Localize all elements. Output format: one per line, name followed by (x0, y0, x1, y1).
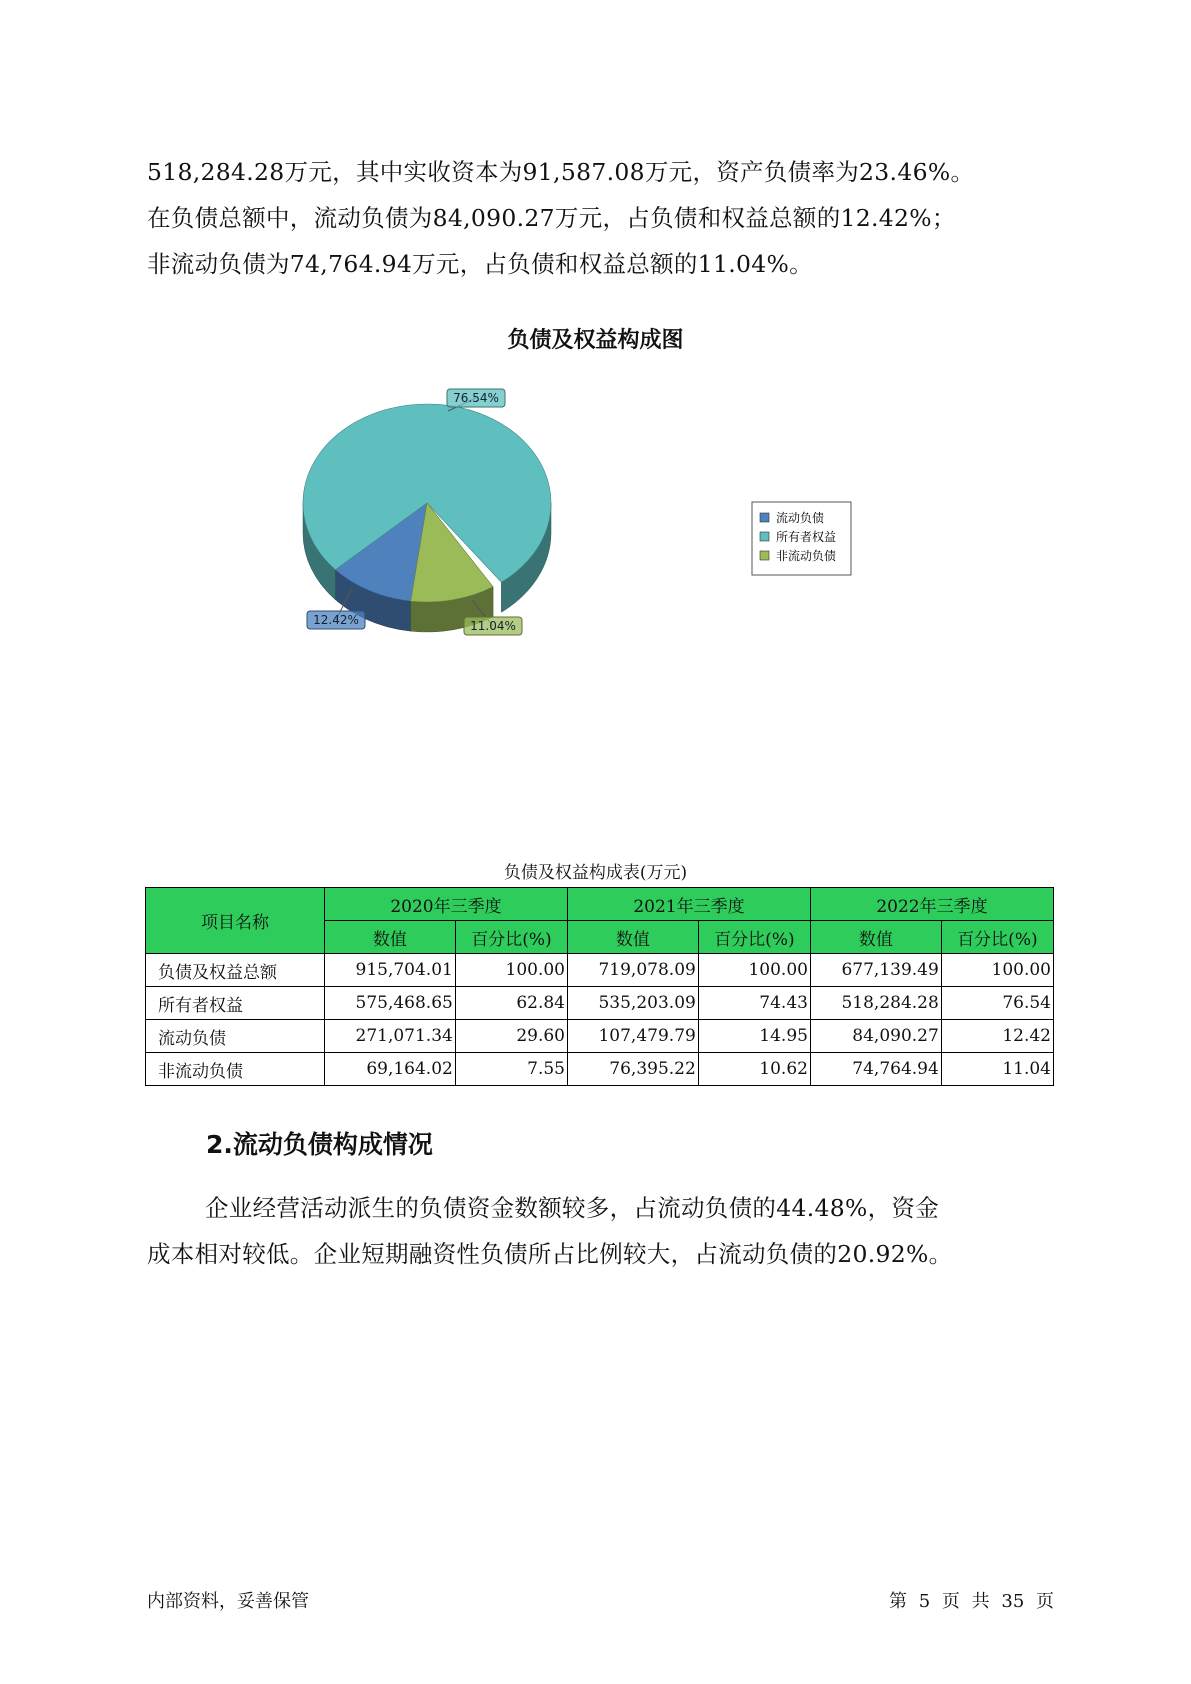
table-row (146, 987, 1054, 1020)
liabilities-equity-table (145, 887, 1054, 1086)
legend-swatch-owner-equity (760, 532, 769, 541)
cell: 74.43 (698, 987, 810, 1020)
header-percent: 百分比(%) (698, 921, 810, 954)
cell: 100.00 (941, 954, 1053, 987)
header-period: 2022年三季度 (810, 888, 1053, 921)
cell: 84,090.27 (810, 1020, 941, 1053)
cell: 915,704.01 (325, 954, 456, 987)
chart-legend (752, 502, 851, 575)
cell: 74,764.94 (810, 1053, 941, 1086)
table-row (146, 1020, 1054, 1053)
section-line: 成本相对较低。企业短期融资性负债所占比例较大，占流动负债的20.92%。 (147, 1240, 953, 1268)
header-percent: 百分比(%) (455, 921, 567, 954)
cell: 62.84 (455, 987, 567, 1020)
table-row (146, 954, 1054, 987)
pie-chart (0, 0, 1191, 700)
cell: 100.00 (698, 954, 810, 987)
cell: 76.54 (941, 987, 1053, 1020)
cell: 7.55 (455, 1053, 567, 1086)
header-period: 2020年三季度 (325, 888, 568, 921)
cell: 10.62 (698, 1053, 810, 1086)
cell: 719,078.09 (567, 954, 698, 987)
row-name: 负债及权益总额 (146, 954, 325, 987)
cell: 518,284.28 (810, 987, 941, 1020)
section-heading: 2.流动负债构成情况 (206, 1130, 433, 1159)
intro-line: 518,284.28万元，其中实收资本为91,587.08万元，资产负债率为23.46%。 (147, 158, 975, 186)
intro-line: 在负债总额中，流动负债为84,090.27万元，占负债和权益总额的12.42%； (147, 204, 956, 232)
cell: 677,139.49 (810, 954, 941, 987)
cell: 535,203.09 (567, 987, 698, 1020)
cell: 69,164.02 (325, 1053, 456, 1086)
row-name: 流动负债 (146, 1020, 325, 1053)
cell: 14.95 (698, 1020, 810, 1053)
legend-label: 流动负债 (776, 511, 825, 525)
legend-swatch-current-liabilities (760, 513, 769, 522)
chart-title: 负债及权益构成图 (507, 328, 684, 353)
header-percent: 百分比(%) (941, 921, 1053, 954)
intro-line: 非流动负债为74,764.94万元，占负债和权益总额的11.04%。 (147, 250, 813, 278)
slice-label: 76.54% (453, 391, 499, 405)
cell: 575,468.65 (325, 987, 456, 1020)
pie-plot (303, 389, 551, 635)
footer-confidential-note: 内部资料，妥善保管 (147, 1591, 309, 1612)
header-value: 数值 (567, 921, 698, 954)
section-line: 企业经营活动派生的负债资金数额较多，占流动负债的44.48%，资金 (205, 1194, 940, 1222)
cell: 271,071.34 (325, 1020, 456, 1053)
cell: 107,479.79 (567, 1020, 698, 1053)
section-paragraph (147, 1185, 1047, 1277)
row-name: 所有者权益 (146, 987, 325, 1020)
cell: 76,395.22 (567, 1053, 698, 1086)
header-item-name: 项目名称 (146, 888, 325, 954)
cell: 29.60 (455, 1020, 567, 1053)
footer-page-number: 第 5 页 共 35 页 (889, 1591, 1054, 1612)
legend-swatch-noncurrent-liabilities (760, 551, 769, 560)
header-value: 数值 (810, 921, 941, 954)
header-period: 2021年三季度 (567, 888, 810, 921)
row-name: 非流动负债 (146, 1053, 325, 1086)
header-value: 数值 (325, 921, 456, 954)
cell: 11.04 (941, 1053, 1053, 1086)
legend-label: 非流动负债 (776, 549, 837, 563)
cell: 12.42 (941, 1020, 1053, 1053)
slice-label: 11.04% (470, 619, 516, 633)
legend-label: 所有者权益 (776, 530, 837, 544)
slice-label: 12.42% (313, 613, 359, 627)
table-caption: 负债及权益构成表(万元) (503, 863, 688, 883)
cell: 100.00 (455, 954, 567, 987)
table-row (146, 1053, 1054, 1086)
